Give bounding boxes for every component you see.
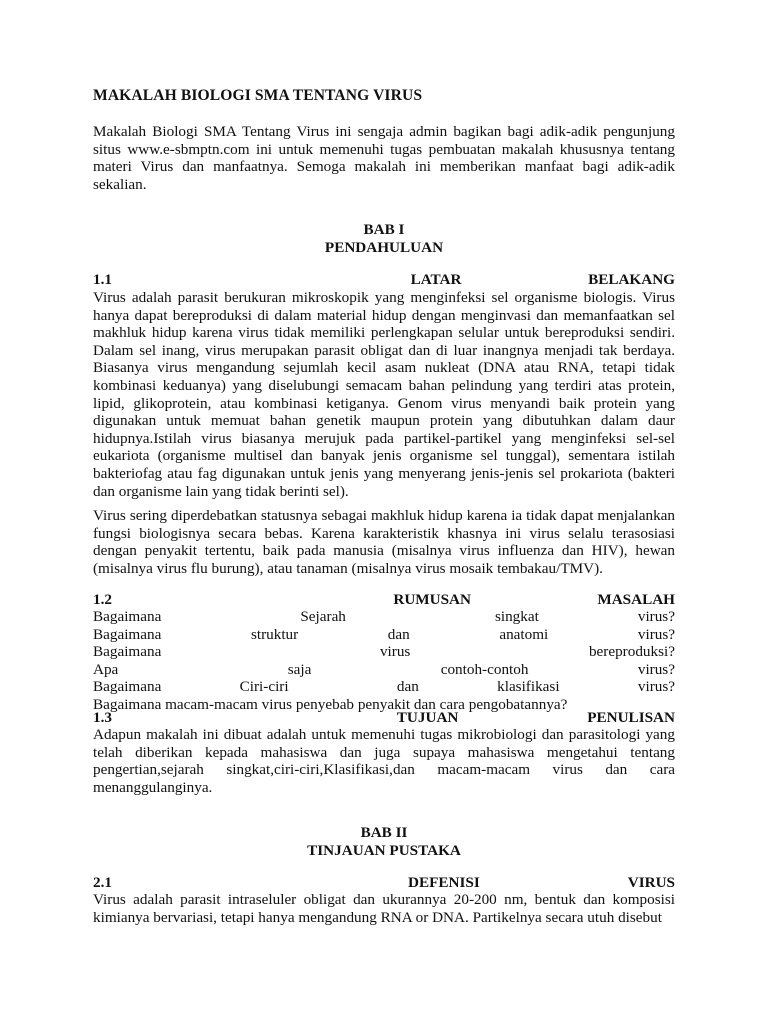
bab1-title: PENDAHULUAN (324, 239, 444, 256)
section-2-1-paragraph: Virus adalah parasit intraseluler obligat dan ukurannya 20-200 nm, bentuk dan komposisi kimianya bervariasi, tetapi hanya mengandung RNA or DNA. Partikelnya secara utuh disebut (93, 891, 675, 926)
section-word: PENULISAN (587, 709, 675, 726)
section-word: RUMUSAN (393, 591, 471, 608)
section-1-3-paragraph: Adapun makalah ini dibuat adalah untuk memenuhi tugas mikrobiologi dan parasitologi yang telah diberikan kepada mahasiswa dan juga supaya mahasiswa mengetahui tentang pengertian,sejarah singkat,ciri-ciri,Klasifikasi,dan macam-macam virus dan cara menanggulanginya. (93, 726, 675, 796)
list-item: Bagaimana Ciri-ciri dan klasifikasi virus? (93, 678, 675, 696)
section-number: 2.1 (93, 874, 112, 891)
section-1-3-heading (93, 709, 675, 727)
list-item: Bagaimana Sejarah singkat virus? (93, 608, 675, 625)
list-item: Bagaimana virus bereproduksi? (93, 643, 675, 661)
section-1-1-paragraph-2: Virus sering diperdebatkan statusnya sebagai makhluk hidup karena ia tidak dapat menjalankan fungsi biologisnya secara bebas. Karena karakteristik khasnya ini virus selalu terasosiasi dengan penyakit tertentu, baik pada manusia (misalnya virus influenza dan HIV), hewan (misalnya virus flu burung), atau tanaman (misalnya virus mosaik tembakau/TMV). (93, 507, 675, 577)
intro-paragraph: Makalah Biologi SMA Tentang Virus ini sengaja admin bagikan bagi adik-adik pengunjung situs www.e-sbmptn.com ini untuk memenuhi tugas pembuatan makalah khususnya tentang materi Virus dan manfaatnya. Semoga makalah ini memberikan manfaat bagi adik-adik sekalian. (93, 123, 675, 193)
question-list (93, 608, 675, 714)
section-number: 1.1 (93, 271, 112, 288)
section-number: 1.3 (93, 709, 112, 726)
section-2-1-heading (93, 874, 675, 892)
document-title: MAKALAH BIOLOGI SMA TENTANG VIRUS (93, 87, 423, 104)
bab1-label: BAB I (363, 221, 405, 238)
bab2-label: BAB II (360, 824, 408, 841)
section-number: 1.2 (93, 591, 112, 608)
list-item: Bagaimana struktur dan anatomi virus? (93, 625, 675, 643)
section-word: TUJUAN (396, 709, 459, 726)
section-word: MASALAH (597, 591, 675, 608)
section-1-2-heading (93, 591, 675, 609)
section-word: LATAR (410, 271, 462, 288)
list-item: Apa saja contoh-contoh virus? (93, 660, 675, 678)
section-1-1-paragraph-1: Virus adalah parasit berukuran mikroskopik yang menginfeksi sel organisme biologis. Virus hanya dapat bereproduksi di dalam material hidup dengan menginvasi dan memanfaatkan sel makhluk hidup karena virus tidak memiliki perlengkapan selular untuk bereproduksi sendiri. Dalam sel inang, virus merupakan parasit obligat dan di luar inangnya menjadi tak berdaya. Biasanya virus mengandung sejumlah kecil asam nukleat (DNA atau RNA, tetapi tidak kombinasi keduanya) yang diselubungi semacam bahan pelindung yang terdiri atas protein, lipid, glikoprotein, atau kombinasi ketiganya. Genom virus menyandi baik protein yang digunakan untuk memuat bahan genetik maupun protein yang dibutuhkan dalam daur hidupnya.Istilah virus biasanya merujuk pada partikel-partikel yang menginfeksi sel-sel eukariota (organisme multisel dan banyak jenis organisme sel tunggal), sementara istilah bakteriofag atau fag digunakan untuk jenis yang menyerang jenis-jenis sel prokariota (bakteri dan organisme lain yang tidak berinti sel). (93, 289, 675, 500)
bab2-title: TINJAUAN PUSTAKA (307, 842, 461, 859)
section-word: BELAKANG (588, 271, 675, 288)
section-1-1-heading (93, 271, 675, 289)
section-word: DEFENISI (407, 874, 480, 891)
list-item: Bagaimana macam-macam virus penyebab penyakit dan cara pengobatannya? (93, 695, 568, 713)
section-word: VIRUS (627, 874, 675, 891)
